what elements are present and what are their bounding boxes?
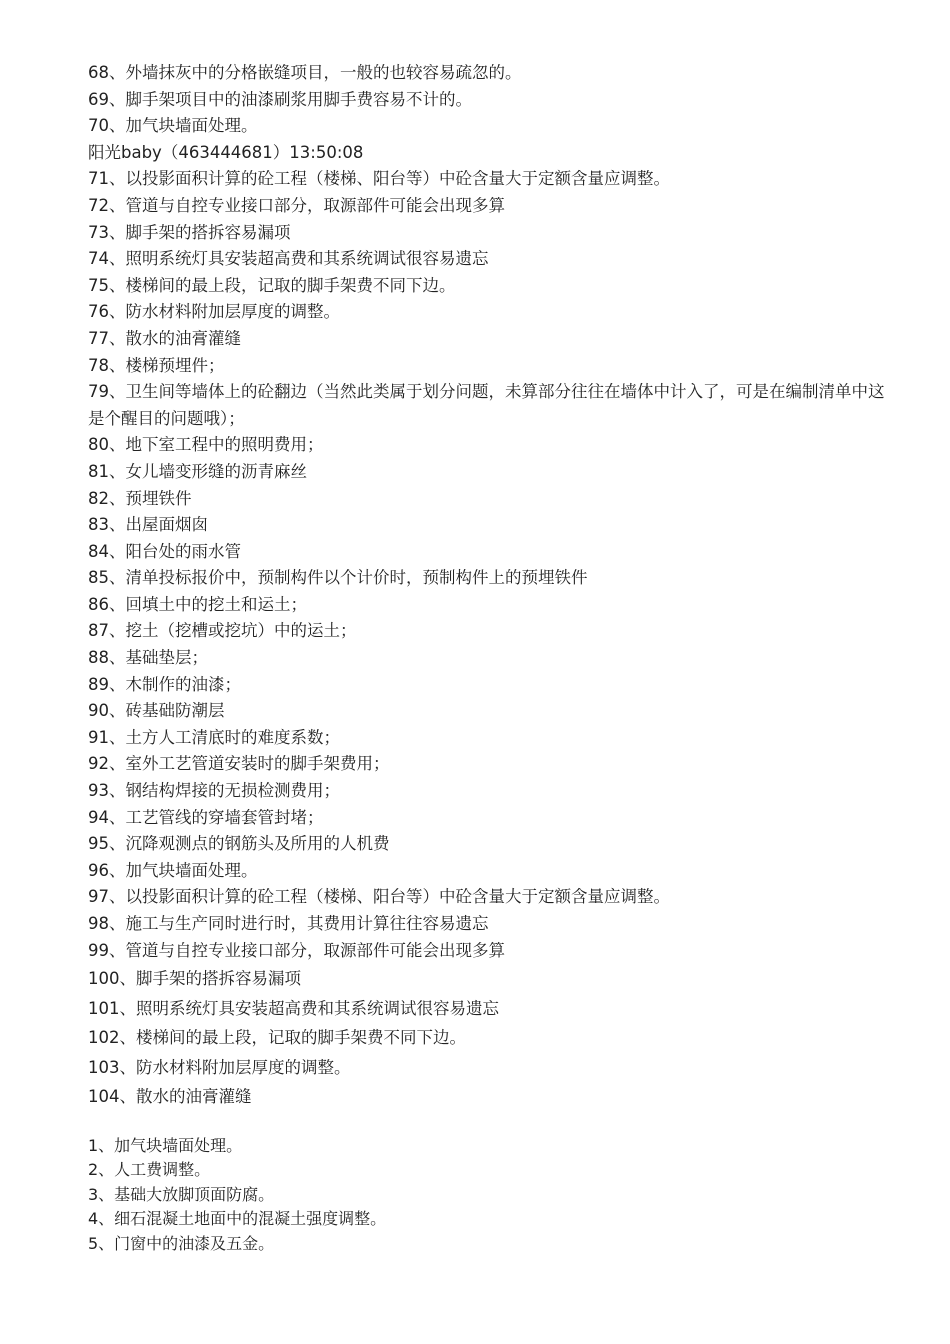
- list-item: 99、管道与自控专业接口部分，取源部件可能会出现多算: [88, 940, 505, 960]
- list-item: 81、女儿墙变形缝的沥青麻丝: [88, 461, 307, 481]
- list-item: 3、基础大放脚顶面防腐。: [88, 1184, 275, 1204]
- list-item: 2、人工费调整。: [88, 1160, 211, 1180]
- list-item: 84、阳台处的雨水管: [88, 541, 241, 561]
- list-item: 68、外墙抹灰中的分格嵌缝项目，一般的也较容易疏忽的。: [88, 63, 522, 82]
- list-item: 70、加气块墙面处理。: [88, 116, 258, 136]
- list-item: 95、沉降观测点的钢筋头及所用的人机费: [88, 834, 390, 854]
- list-item: 75、楼梯间的最上段，记取的脚手架费不同下边。: [88, 275, 456, 295]
- list-item: 77、散水的油膏灌缝: [88, 328, 241, 348]
- list-item: 79、卫生间等墙体上的砼翻边（当然此类属于划分问题，未算部分往往在墙体中计入了，可是在编制清单中这是个醒目的问题哦）；: [88, 382, 885, 428]
- list-item: 96、加气块墙面处理。: [88, 860, 258, 880]
- list-item: 73、脚手架的搭拆容易漏项: [88, 222, 291, 242]
- list-item: 100、脚手架的搭拆容易漏项: [88, 969, 301, 989]
- list-item: 90、砖基础防潮层: [88, 701, 225, 721]
- list-item: 71、以投影面积计算的砼工程（楼梯、阳台等）中砼含量大于定额含量应调整。: [88, 169, 670, 189]
- list-item: 80、地下室工程中的照明费用；: [88, 435, 324, 455]
- list-item: 88、基础垫层；: [88, 648, 208, 668]
- list-section-b: [88, 964, 888, 1112]
- list-item: 98、施工与生产同时进行时，其费用计算往往容易遗忘: [88, 914, 489, 933]
- list-item: 101、照明系统灯具安装超高费和其系统调试很容易遗忘: [88, 998, 499, 1018]
- list-item: 83、出屋面烟囱: [88, 515, 208, 535]
- list-item: 102、楼梯间的最上段，记取的脚手架费不同下边。: [88, 1028, 466, 1048]
- list-item: 91、土方人工清底时的难度系数；: [88, 727, 340, 747]
- list-item: 97、以投影面积计算的砼工程（楼梯、阳台等）中砼含量大于定额含量应调整。: [88, 887, 670, 907]
- list-item: 76、防水材料附加层厚度的调整。: [88, 302, 340, 322]
- document-body: [88, 60, 888, 1257]
- list-section-a: [88, 60, 888, 964]
- list-item: 5、门窗中的油漆及五金。: [88, 1234, 275, 1254]
- chat-header: 阳光baby（463444681）13:50:08: [88, 142, 364, 162]
- list-item: 72、管道与自控专业接口部分，取源部件可能会出现多算: [88, 195, 505, 215]
- list-item: 93、钢结构焊接的无损检测费用；: [88, 781, 340, 801]
- section-gap: [88, 1112, 888, 1134]
- list-item: 92、室外工艺管道安装时的脚手架费用；: [88, 754, 390, 774]
- list-item: 89、木制作的油漆；: [88, 674, 241, 694]
- list-item: 103、防水材料附加层厚度的调整。: [88, 1057, 351, 1077]
- list-item: 104、散水的油膏灌缝: [88, 1087, 252, 1107]
- list-section-c: [88, 1134, 888, 1257]
- list-item: 87、挖土（挖槽或挖坑）中的运土；: [88, 621, 357, 641]
- list-item: 82、预埋铁件: [88, 488, 192, 508]
- list-item: 86、回填土中的挖土和运土；: [88, 594, 307, 614]
- list-item: 1、加气块墙面处理。: [88, 1135, 243, 1155]
- list-item: 69、脚手架项目中的油漆刷浆用脚手费容易不计的。: [88, 89, 472, 109]
- list-item: 85、清单投标报价中，预制构件以个计价时，预制构件上的预埋铁件: [88, 568, 588, 588]
- list-item: 94、工艺管线的穿墙套管封堵；: [88, 807, 324, 827]
- list-item: 78、楼梯预埋件；: [88, 355, 225, 375]
- list-item: 74、照明系统灯具安装超高费和其系统调试很容易遗忘: [88, 249, 489, 269]
- list-item: 4、细石混凝土地面中的混凝土强度调整。: [88, 1209, 387, 1229]
